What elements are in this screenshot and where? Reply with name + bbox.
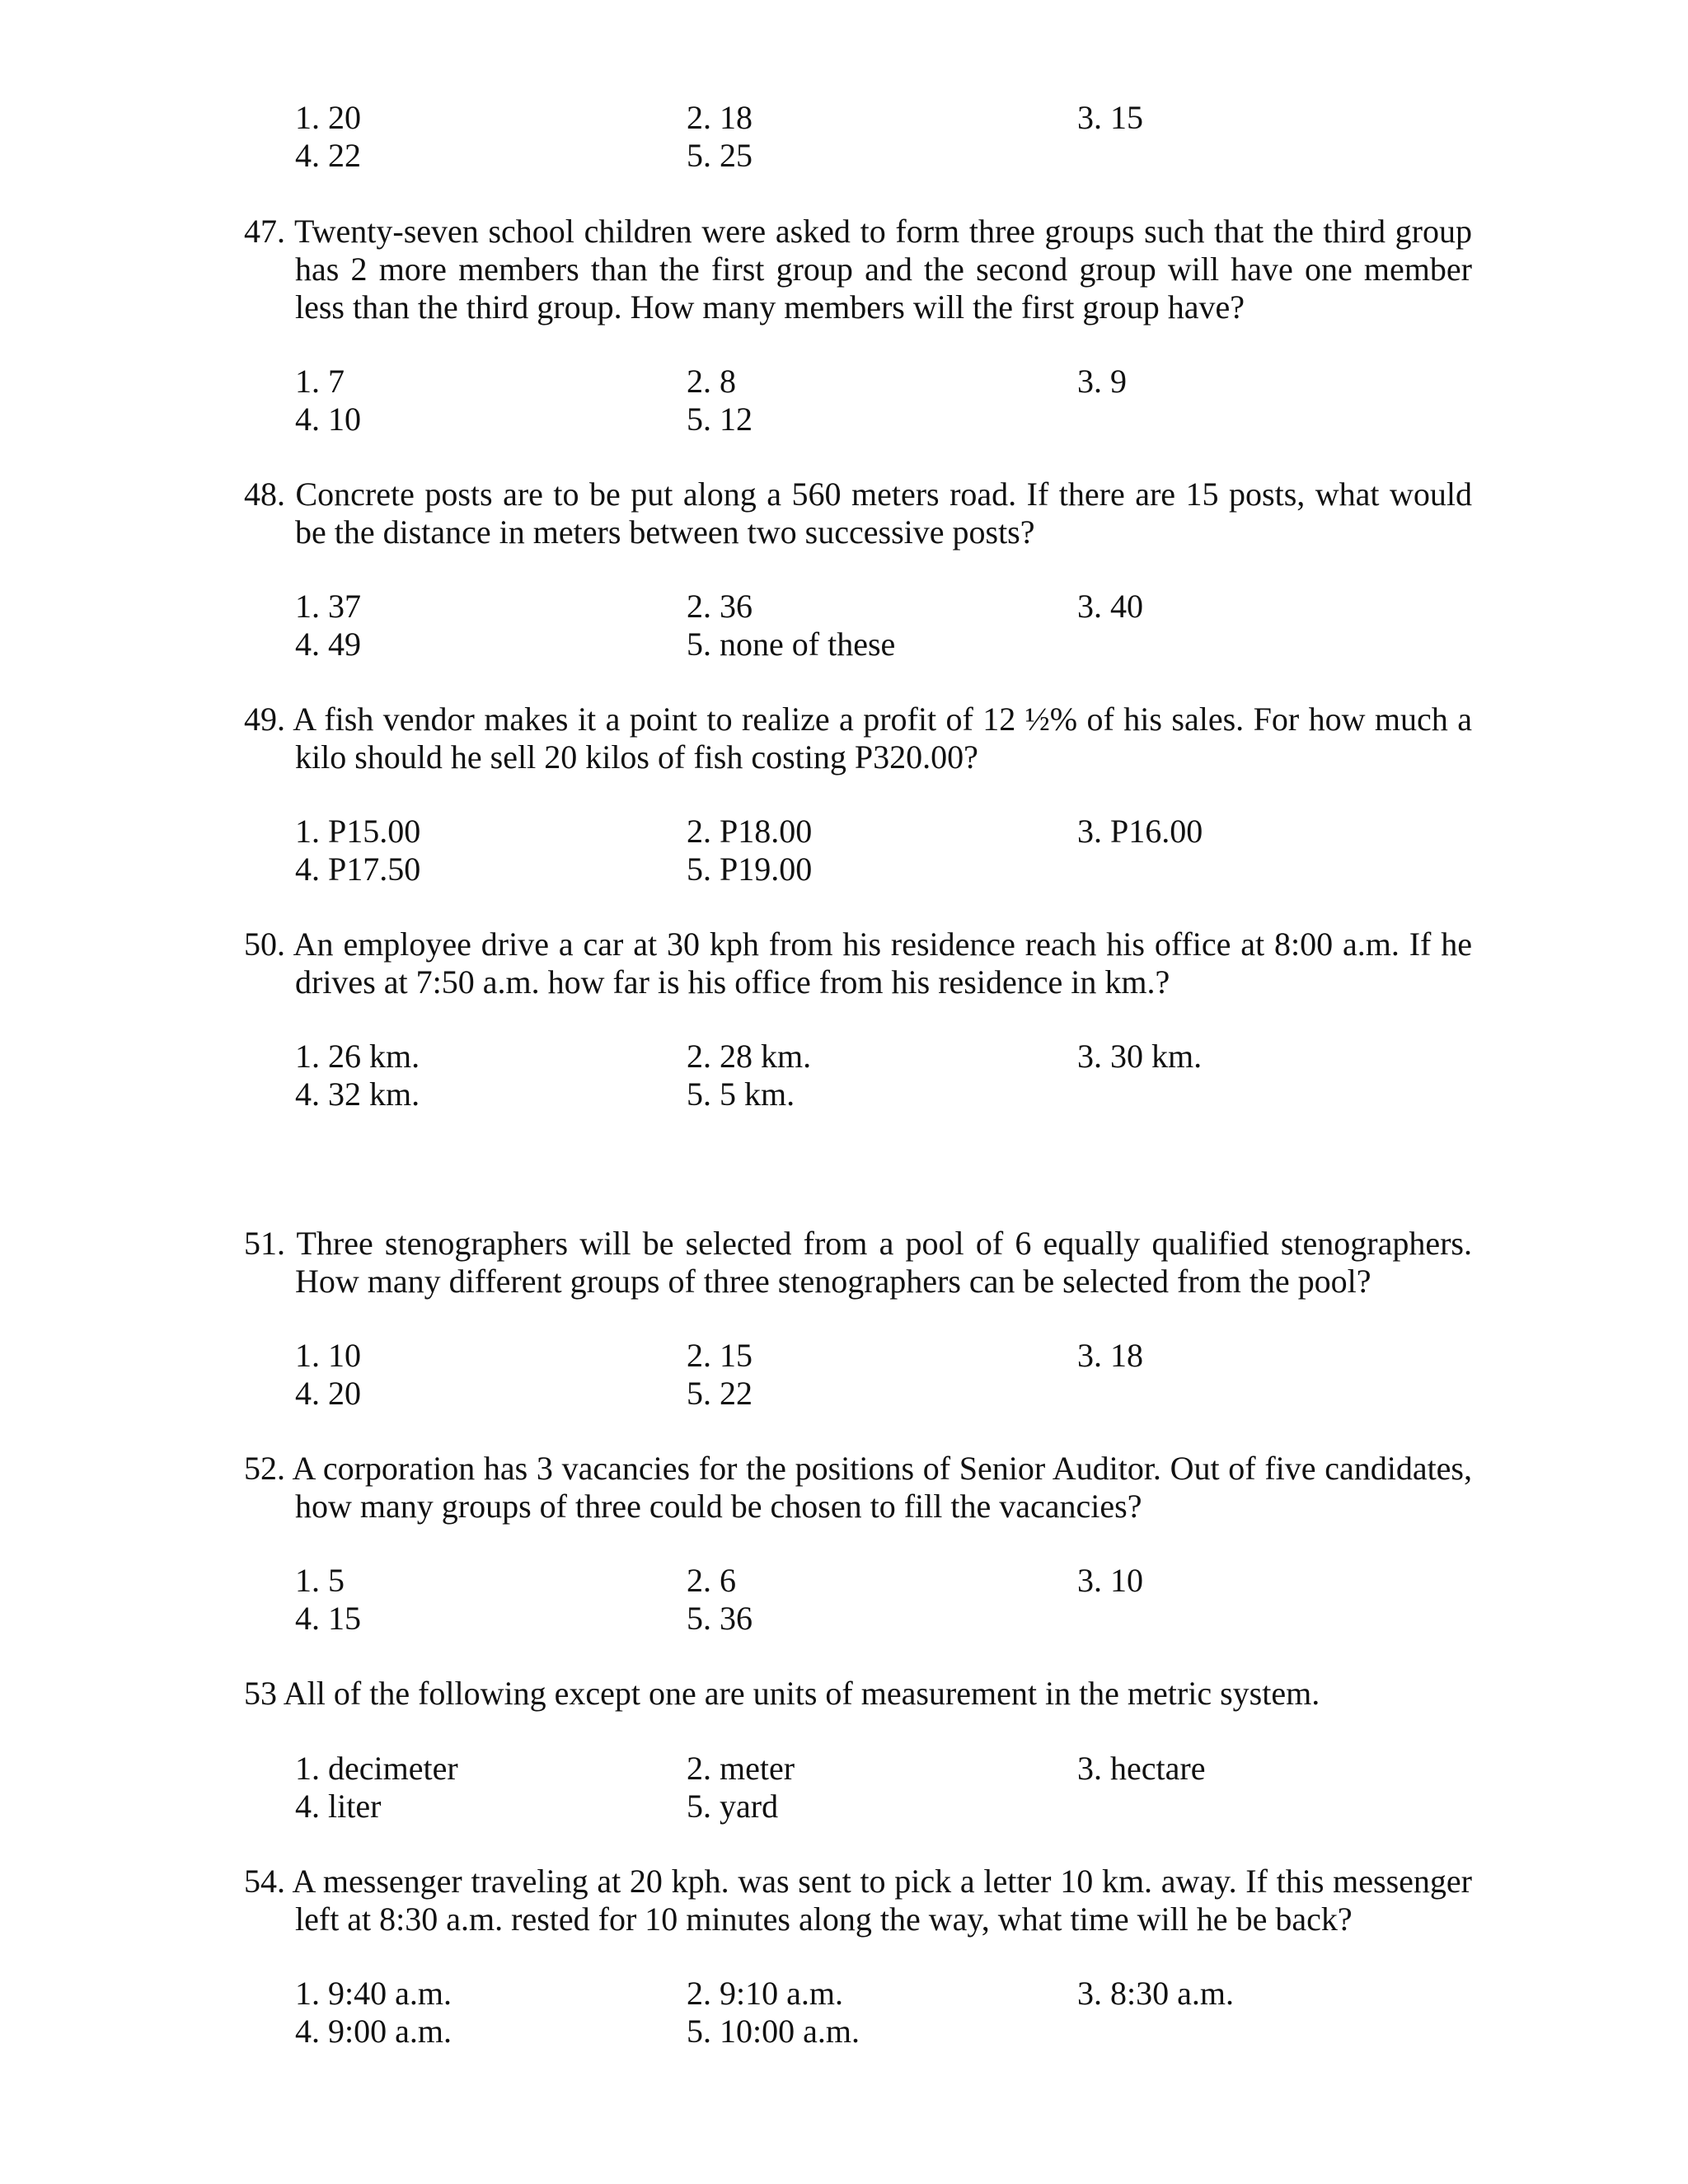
choice-5: 5. 10:00 a.m. bbox=[687, 2013, 860, 2050]
choice-3: 3. P16.00 bbox=[1077, 813, 1203, 850]
choice-2: 2. meter bbox=[687, 1750, 795, 1787]
choice-2: 2. 28 km. bbox=[687, 1038, 812, 1075]
choice-3: 3. 18 bbox=[1077, 1337, 1143, 1374]
question-49 bbox=[244, 701, 1472, 776]
choice-1: 1. decimeter bbox=[295, 1750, 458, 1787]
choice-4: 4. 49 bbox=[295, 626, 361, 663]
choice-4: 4. 10 bbox=[295, 401, 361, 438]
choice-5: 5. 5 km. bbox=[687, 1076, 795, 1113]
choice-4: 4. 32 km. bbox=[295, 1076, 420, 1113]
choice-3: 3. 8:30 a.m. bbox=[1077, 1975, 1234, 2012]
choice-4: 4. 15 bbox=[295, 1600, 361, 1637]
question-text: 49. A fish vendor makes it a point to realize a profit of 12 ½% of his sales. For how much a kilo should he sell 20 kilos of fish costing P320.00? bbox=[244, 701, 1472, 776]
choice-2: 2. 15 bbox=[687, 1337, 753, 1374]
choice-1: 1. 7 bbox=[295, 363, 345, 400]
choice-4: 4. liter bbox=[295, 1788, 382, 1825]
choice-1: 1. 26 km. bbox=[295, 1038, 420, 1075]
question-text: 47. Twenty-seven school children were asked to form three groups such that the third group has 2 more members than the first group and the second group will have one member less than the third group. How many members will the first group have? bbox=[244, 213, 1472, 326]
choice-2: 2. P18.00 bbox=[687, 813, 813, 850]
question-50 bbox=[244, 926, 1472, 1001]
choice-5: 5. yard bbox=[687, 1788, 779, 1825]
choice-2: 2. 6 bbox=[687, 1562, 736, 1599]
question-53 bbox=[244, 1675, 1472, 1713]
question-text: 54. A messenger traveling at 20 kph. was sent to pick a letter 10 km. away. If this messenger left at 8:30 a.m. rested for 10 minutes along the way, what time will he be back? bbox=[244, 1863, 1472, 1938]
choice-3: 3. 15 bbox=[1077, 99, 1143, 136]
question-54 bbox=[244, 1863, 1472, 1938]
question-text: 51. Three stenographers will be selected from a pool of 6 equally qualified stenographers. How many different groups of three stenographers can be selected from the pool? bbox=[244, 1225, 1472, 1300]
choice-5: 5. 12 bbox=[687, 401, 753, 438]
choice-5: 5. P19.00 bbox=[687, 851, 813, 888]
choice-5: 5. 25 bbox=[687, 137, 753, 174]
choice-2: 2. 36 bbox=[687, 588, 753, 625]
choice-1: 1. 20 bbox=[295, 99, 361, 136]
question-52 bbox=[244, 1450, 1472, 1526]
question-text: 48. Concrete posts are to be put along a 560 meters road. If there are 15 posts, what would be the distance in meters between two successive posts? bbox=[244, 476, 1472, 551]
choice-3: 3. 10 bbox=[1077, 1562, 1143, 1599]
question-text: 52. A corporation has 3 vacancies for the positions of Senior Auditor. Out of five candidates, how many groups of three could be chosen to fill the vacancies? bbox=[244, 1450, 1472, 1525]
question-text: 53 All of the following except one are units of measurement in the metric system. bbox=[244, 1675, 1320, 1712]
choice-3: 3. 30 km. bbox=[1077, 1038, 1203, 1075]
choice-1: 1. 37 bbox=[295, 588, 361, 625]
choice-1: 1. 5 bbox=[295, 1562, 345, 1599]
choice-1: 1. 10 bbox=[295, 1337, 361, 1374]
question-48 bbox=[244, 476, 1472, 551]
choice-5: 5. 22 bbox=[687, 1375, 753, 1412]
choice-1: 1. P15.00 bbox=[295, 813, 421, 850]
choice-3: 3. hectare bbox=[1077, 1750, 1206, 1787]
choice-4: 4. 20 bbox=[295, 1375, 361, 1412]
choice-3: 3. 40 bbox=[1077, 588, 1143, 625]
choice-5: 5. 36 bbox=[687, 1600, 753, 1637]
choice-4: 4. P17.50 bbox=[295, 851, 421, 888]
choice-2: 2. 8 bbox=[687, 363, 736, 400]
question-text: 50. An employee drive a car at 30 kph from his residence reach his office at 8:00 a.m. If he drives at 7:50 a.m. how far is his office from his residence in km.? bbox=[244, 926, 1472, 1001]
choice-2: 2. 18 bbox=[687, 99, 753, 136]
choice-2: 2. 9:10 a.m. bbox=[687, 1975, 843, 2012]
choice-4: 4. 22 bbox=[295, 137, 361, 174]
choice-1: 1. 9:40 a.m. bbox=[295, 1975, 452, 2012]
choice-4: 4. 9:00 a.m. bbox=[295, 2013, 452, 2050]
choice-5: 5. none of these bbox=[687, 626, 896, 663]
question-51 bbox=[244, 1225, 1472, 1301]
question-47 bbox=[244, 213, 1472, 326]
choice-3: 3. 9 bbox=[1077, 363, 1127, 400]
